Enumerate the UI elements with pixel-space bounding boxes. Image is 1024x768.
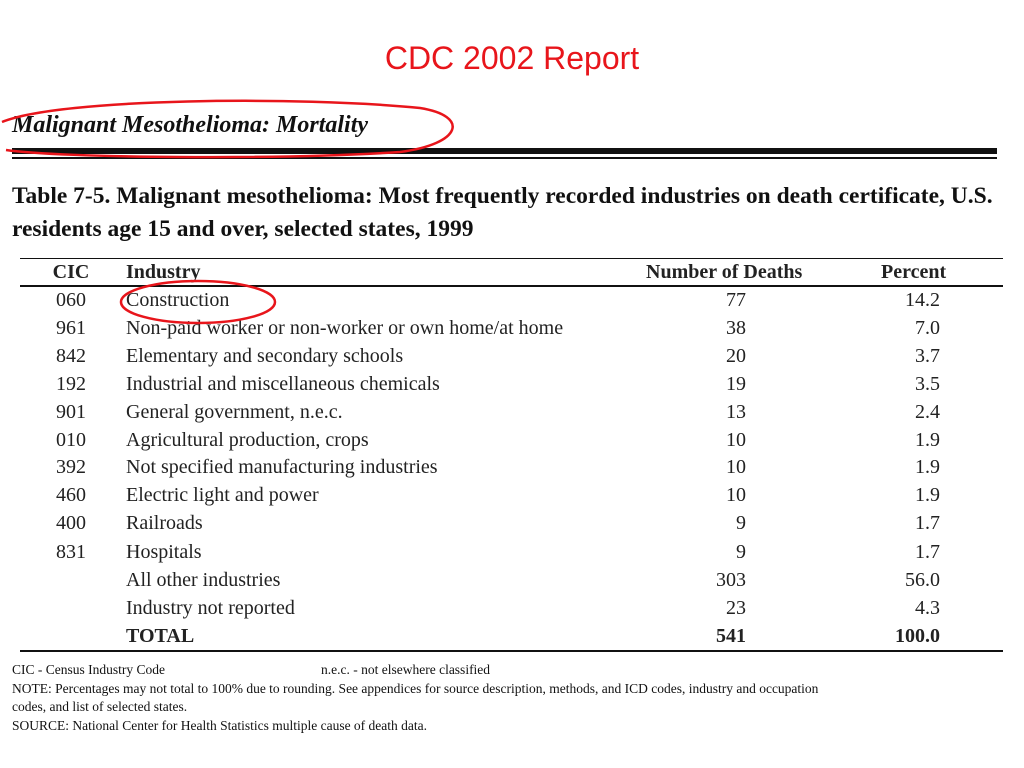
header-deaths: Number of Deaths [646, 261, 803, 283]
cell-industry: Elementary and secondary schools [126, 345, 404, 367]
cell-industry: All other industries [126, 569, 281, 591]
cell-deaths: 23 [726, 597, 746, 619]
cell-deaths: 10 [726, 456, 746, 478]
table-caption: Table 7-5. Malignant mesothelioma: Most frequently recorded industries on death certificate, U.S. residents age 15 and over, selected states, 1999 [12, 183, 993, 242]
cell-percent: 56.0 [905, 569, 940, 591]
header-percent: Percent [881, 261, 947, 283]
cell-percent: 1.9 [915, 429, 940, 451]
cell-percent: 3.5 [915, 373, 940, 395]
cell-industry: General government, n.e.c. [126, 401, 343, 423]
cell-cic: 060 [56, 289, 86, 311]
cell-deaths: 13 [726, 401, 746, 423]
total-deaths: 541 [716, 625, 746, 647]
cell-cic: 901 [56, 401, 86, 423]
cell-deaths: 10 [726, 429, 746, 451]
table-notes [12, 661, 1012, 735]
section-rule-thick [12, 148, 997, 154]
cell-industry: Industrial and miscellaneous chemicals [126, 373, 440, 395]
cell-industry: Electric light and power [126, 484, 319, 506]
cell-deaths: 20 [726, 345, 746, 367]
cell-cic: 961 [56, 317, 86, 339]
cell-percent: 4.3 [915, 597, 940, 619]
slide-title: CDC 2002 Report [384, 40, 640, 76]
cell-deaths: 19 [726, 373, 746, 395]
cell-deaths: 77 [726, 289, 746, 311]
cell-cic: 192 [56, 373, 86, 395]
cell-percent: 1.9 [915, 456, 940, 478]
cell-deaths: 38 [726, 317, 746, 339]
cell-industry: Not specified manufacturing industries [126, 456, 438, 478]
cell-industry: Hospitals [126, 541, 202, 563]
cell-cic: 460 [56, 484, 86, 506]
header-cic: CIC [52, 261, 90, 283]
cell-industry: Non-paid worker or non-worker or own home/at home [126, 317, 564, 339]
cell-cic: 831 [56, 541, 86, 563]
cell-deaths: 10 [726, 484, 746, 506]
cell-industry: Construction [126, 289, 230, 311]
total-percent: 100.0 [895, 625, 940, 647]
section-rule-thin [12, 157, 997, 159]
cell-percent: 1.7 [915, 512, 940, 534]
table-header-rule [20, 285, 1003, 287]
note-line-2: codes, and list of selected states. [12, 699, 188, 714]
cell-percent: 3.7 [915, 345, 940, 367]
total-label: TOTAL [126, 625, 195, 647]
cell-percent: 7.0 [915, 317, 940, 339]
cell-percent: 1.9 [915, 484, 940, 506]
note-line-1: NOTE: Percentages may not total to 100% due to rounding. See appendices for source description, methods, and ICD codes, industry and occupation [12, 680, 819, 696]
cell-cic: 010 [56, 429, 86, 451]
cell-cic: 392 [56, 456, 86, 478]
cic-definition: CIC - Census Industry Code [12, 662, 165, 677]
cell-industry: Industry not reported [126, 597, 295, 619]
source-line: SOURCE: National Center for Health Statistics multiple cause of death data. [12, 717, 428, 733]
header-industry: Industry [126, 261, 201, 283]
nec-definition: n.e.c. - not elsewhere classified [321, 662, 491, 677]
cell-deaths: 9 [736, 512, 746, 534]
cell-percent: 1.7 [915, 541, 940, 563]
cell-industry: Agricultural production, crops [126, 429, 369, 451]
cell-deaths: 9 [736, 541, 746, 563]
cell-percent: 14.2 [905, 289, 940, 311]
cell-deaths: 303 [716, 569, 746, 591]
section-title: Malignant Mesothelioma: Mortality [12, 112, 369, 138]
cell-cic: 400 [56, 512, 86, 534]
cell-percent: 2.4 [915, 401, 940, 423]
table-top-rule [20, 258, 1003, 259]
table-bottom-rule [20, 650, 1003, 652]
cell-industry: Railroads [126, 512, 203, 534]
cell-cic: 842 [56, 345, 86, 367]
